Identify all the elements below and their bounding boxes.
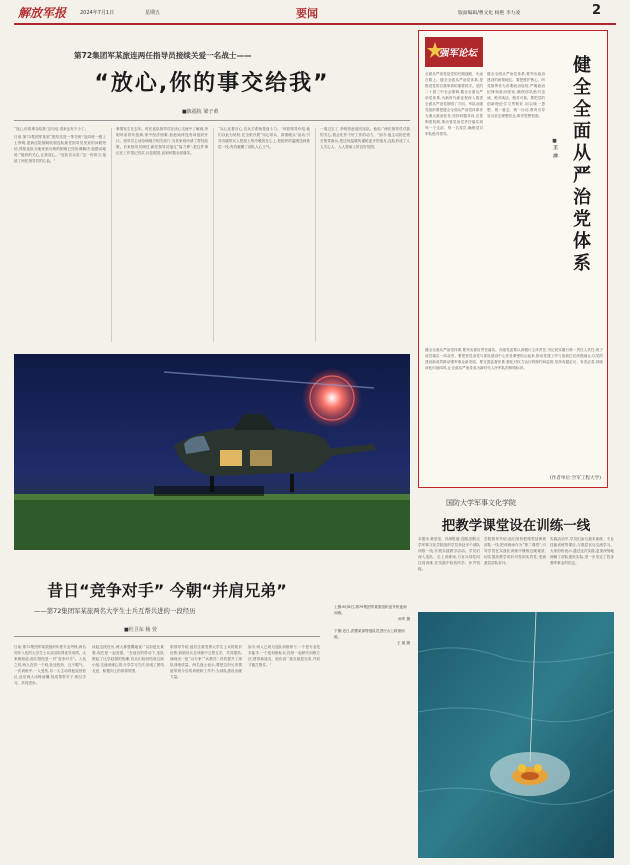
article-headline: “放心,你的事交给我”: [94, 71, 330, 96]
caption-bottom-credit: 王 斌 摄: [396, 641, 410, 645]
sidebar-column-1: 全面从严治党是党的长期战略、永远在路上。健全全面从严治党体系,是推进党的自我革命的重要抓手。党的二十届三中全会强调,健全全面从严治党体系,为新时代新征程深入推进全面从严治党指明了方向。军队各级党组织要把健全全面从严治党体系作为重大政治任务,坚持问题导向,完善制度机制,推动管党治党责任落实到每一个支部、每一名党员,确保党对军队绝对领导。: [425, 72, 483, 136]
sidebar-logo-text: 强军论坛: [439, 48, 478, 59]
article-kicker: 国防大学军事文化学院: [446, 499, 516, 507]
helicopter-night-photo: [14, 354, 410, 550]
article-paragraph: 日前,第72集团军某旅“团结先进一等功班”连四班一级上士李明,患病住院期间收到连队新任指导员发来的问候短信,得知连队为他家里反映的困难已经协调解决,他感动地说:“组织的关心,让我放心。”连队官兵说:“这一份担当,接续了两任指导员的心血。”: [14, 135, 106, 163]
article-column-3: “兵心连着官心,官兵关系就是战斗力。”该旅领导介绍,他们以此为契机,在全旅开展“用心带兵、真情暖兵”活动,引导各级带兵人把战士的冷暖放在心上,把组织的温暖送到基层一线,有效凝聚了部队人心士气。: [218, 127, 310, 149]
caption-top-photo: 上图:8月8日,第79集团军某旅组织直升机夜间训练。: [334, 605, 407, 615]
rescue-illustration: [418, 612, 614, 858]
article-column-1: [14, 126, 106, 344]
article-column-3: 实践活动中,学员们参与战术演练、专业技能训练等课目,与基层官兵交流学习。大家纷纷表示,通过这次实践,更加深刻地理解了部队建设实际,进一步坚定了投身强军事业的信念。: [550, 537, 614, 565]
newspaper-logo: 解放军报: [18, 6, 67, 20]
feature-column-4: 如今,两人已成为连队训练骨干,一个是专业技术能手,一个是训练标兵,经常一起研究训练方法,帮带新战友。他们说:“战友就是兄弟,并肩才能打胜仗。”: [248, 645, 320, 667]
caption-top-credit: 孙军 摄: [398, 617, 410, 621]
article-column-2: 学院领导介绍,他们坚持把课堂延伸到部队一线,把训练场作为“第二课堂”,引导学员在实战化训练中锤炼过硬素质,切实提高教学的针对性和实效性,受到基层部队好评。: [484, 537, 546, 565]
column-rule: [213, 128, 214, 342]
article-byline: ■陈福杭 梁子黄: [182, 109, 219, 115]
opinion-sidebar: [418, 30, 608, 488]
article-column-4: 一周过去了,李明伤愈返回连队。他说:“两任指导员对我的关心,我会化作干好工作的动力。”如今,他主动担任班长帮带新兵,把这份温暖传递给更多的战友,连队形成了人人关心人、人人帮助人的良好氛围。: [320, 127, 410, 149]
article-lead-paragraph: “放心,你的事交给我”这句话,得来也有不少了。: [14, 127, 89, 131]
sidebar-wide-paragraph: 健全全面从严治党体系,要突出抓好责任落实。各级党委要认真履行主体责任,书记切实履行第一责任人责任,班子成员落实一岗双责。要把管党治党与部队建设中心任务紧密结合起来,推动党建工作与备战打仗深度融合,以党的建设新成效推动强军事业新发展。要完善监督体系,强化对权力运行的制约和监督,坚持有腐必反、有贪必肃,持续深化纠治四风,让全面从严治党成为新时代人民军队的鲜明标识。: [425, 348, 603, 370]
column-rule: [315, 128, 316, 342]
feature-headline: 昔日“竞争对手” 今朝“并肩兄弟”: [47, 581, 287, 600]
article-training: [418, 494, 614, 604]
sidebar-author: ■王 洋: [552, 139, 557, 160]
feature-column-1: 日前,第72集团军某旅组织年度专业考核,两名同年入伍的大学生士兵双双取得优异成绩。大家都知道,他们曾经是一对“竞争对手”。入伍之初,两人在同一个班,处处较劲、互不服气。一次训练中,一人受伤,另一人主动背他返回营区,此后两人冰释前嫌,结成帮带对子,相互学习、共同进步。: [14, 645, 86, 685]
sidebar-logo: [425, 37, 483, 67]
article-column-1: 本报讯 黄莹莹、冯涛报道:近期,国防大学军事文化学院组织学员奔赴多个部队训练一线,开展实践教学活动。学员们深入连队、走上训练场,与官兵同吃同住同训练,在实践中检验所学、补齐短板。: [418, 537, 480, 571]
photo-captions: [334, 604, 410, 690]
article-lead: [14, 30, 410, 348]
sea-rescue-photo: [418, 612, 614, 858]
sidebar-title: 健全全面从严治党体系: [570, 55, 591, 275]
sidebar-column-2: 健全全面从严治党体系,要突出政治建设的统领地位。要把维护核心、听党指挥作为首要政治原则,严明政治纪律和政治规矩,确保部队绝对忠诚、绝对纯洁、绝对可靠。要把党的创新理论学习贯彻好,用以统一思想、统一意志、统一行动,教育引导官兵坚定理想信念,筑牢思想根基。: [487, 72, 545, 118]
article-column-2: 事情发生在去年。时任连队指导员在谈心交流中了解到,李明母亲常年患病,家中经济困难,但他始终没有向组织开口。指导员主动协调地方相关部门,为其家庭申请了帮扶政策。后来指导员调任,新任指导员接过“接力棒”,把这件事记在工作笔记首页,反复跟进,直到问题全部落实。: [116, 127, 208, 155]
article-headline: 把教学课堂设在训练一线: [441, 518, 591, 534]
masthead-divider: [14, 23, 616, 25]
byline-rule: [14, 636, 320, 637]
feature-byline: ■杜卫东 杨 萱: [124, 627, 157, 633]
feature-column-3: 旅领导介绍,他们注重发挥大学生士兵的知识优势,鼓励官兵在训练中互帮互学、共同提高,涌现出一批“兵专家”“兵教员”,有效提升了部队训练质量。两名战士表示,要把这份兄弟情谊带到今后的训练和工作中,为部队建设贡献力量。: [170, 645, 242, 679]
issue-date: 2024年7月1日: [80, 10, 115, 16]
page-editors: 版面编辑/曹文化 杨艳 李力凌: [458, 11, 521, 16]
caption-bottom-photo: 下图:近日,武警某部特战队员进行水上救援训练。: [334, 629, 405, 639]
byline-rule: [14, 120, 410, 121]
issue-weekday: 星期五: [145, 10, 161, 16]
article-feature: [14, 556, 320, 852]
feature-column-2: 谈起这段经历,两人都感慨地说:“以前是比谁强,现在是一起变强。”在他们的带动下,连队掀起了比学赶超的热潮,官兵们纷纷结成互助小组,交流训练心得,分享学习方法,形成了团结友爱、积极向上的浓厚氛围。: [92, 645, 164, 673]
helicopter-illustration: [14, 354, 410, 550]
section-name: 要闻: [296, 7, 318, 20]
page-number: 2: [592, 3, 602, 18]
feature-subhead: ——第72集团军某旅两名大学生士兵互帮共进的一段经历: [34, 607, 196, 615]
sidebar-credit: (作者单位:空军工程大学): [549, 476, 601, 481]
article-kicker: 第72集团军某旅连两任指导员接续关爱一名战士——: [74, 51, 252, 60]
masthead: [0, 0, 630, 24]
column-rule: [111, 128, 112, 342]
